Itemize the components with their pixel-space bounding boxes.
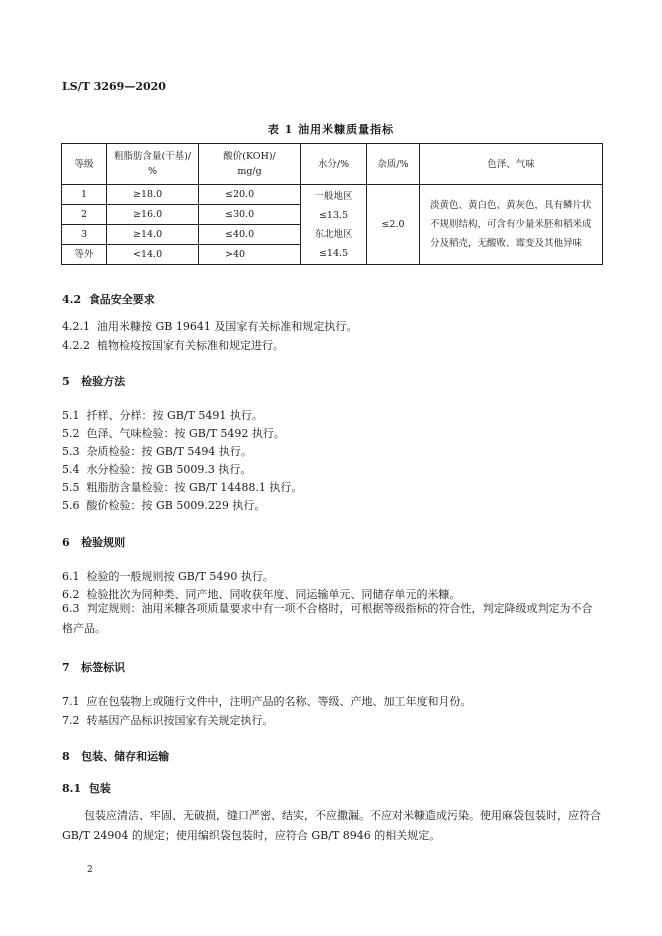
cell-fat: ≥14.0 bbox=[107, 225, 199, 245]
clause-4-2-1: 4.2.1 油用米糠按 GB 19641 及国家有关标准和规定执行。 bbox=[62, 320, 358, 333]
header-fat: 粗脂肪含量(干基)/ % bbox=[107, 144, 199, 185]
cell-acid: ≤20.0 bbox=[199, 185, 301, 205]
clause-4-2-2: 4.2.2 植物检疫按国家有关标准和规定进行。 bbox=[62, 339, 284, 352]
cell-acid: ≤40.0 bbox=[199, 225, 301, 245]
cell-grade: 1 bbox=[62, 185, 107, 205]
section-8-heading: 8 包装、储存和运输 bbox=[62, 750, 170, 763]
cell-grade: 3 bbox=[62, 225, 107, 245]
cell-fat: ≥16.0 bbox=[107, 205, 199, 225]
clause-7-2: 7.2 转基因产品标识按国家有关规定执行。 bbox=[62, 714, 274, 727]
clause-7-1: 7.1 应在包装物上或随行文件中，注明产品的名称、等级、产地、加工年度和月份。 bbox=[62, 695, 472, 708]
standard-code: LS/T 3269—2020 bbox=[62, 80, 166, 93]
clause-5-6: 5.6 酸价检验：按 GB 5009.229 执行。 bbox=[62, 499, 266, 512]
cell-grade: 等外 bbox=[62, 245, 107, 265]
cell-acid: >40 bbox=[199, 245, 301, 265]
clause-6-2: 6.2 检验批次为同种类、同产地、同收获年度、同运输单元、同储存单元的米糠。 bbox=[62, 588, 461, 601]
cell-grade: 2 bbox=[62, 205, 107, 225]
clause-5-2: 5.2 色泽、气味检验：按 GB/T 5492 执行。 bbox=[62, 427, 285, 440]
cell-moisture: 一般地区 ≤13.5 东北地区 ≤14.5 bbox=[301, 185, 367, 265]
cell-color-desc: 淡黄色、黄白色、黄灰色，具有鳞片状不规则结构，可含有少量米胚和稻米成分及稻壳，无酸败、霉变及其他异味 bbox=[420, 185, 603, 265]
table-title: 表 1 油用米糠质量指标 bbox=[267, 123, 395, 136]
section-7-heading: 7 标签标识 bbox=[62, 661, 126, 674]
cell-fat: ≥18.0 bbox=[107, 185, 199, 205]
table-row bbox=[62, 185, 603, 205]
header-acid: 酸价(KOH)/ mg/g bbox=[199, 144, 301, 185]
cell-fat: <14.0 bbox=[107, 245, 199, 265]
section-8-1-heading: 8.1 包装 bbox=[62, 782, 111, 795]
clause-5-1: 5.1 扦样、分样：按 GB/T 5491 执行。 bbox=[62, 409, 263, 422]
clause-5-4: 5.4 水分检验：按 GB 5009.3 执行。 bbox=[62, 463, 252, 476]
header-impurity: 杂质/% bbox=[367, 144, 420, 185]
clause-6-1: 6.1 检验的一般规则按 GB/T 5490 执行。 bbox=[62, 570, 274, 583]
clause-5-3: 5.3 杂质检验：按 GB/T 5494 执行。 bbox=[62, 445, 252, 458]
cell-impurity: ≤2.0 bbox=[367, 185, 420, 265]
section-6-heading: 6 检验规则 bbox=[62, 536, 126, 549]
cell-acid: ≤30.0 bbox=[199, 205, 301, 225]
header-color: 色泽、气味 bbox=[420, 144, 603, 185]
quality-table bbox=[61, 143, 603, 265]
section-4-2-heading: 4.2 食品安全要求 bbox=[62, 293, 155, 306]
header-grade: 等级 bbox=[62, 144, 107, 185]
clause-8-1-text: 包装应清洁、牢固、无破损，缝口严密、结实，不应撒漏。不应对米糠造成污染。使用麻袋包装时，应符合 GB/T 24904 的规定；使用编织袋包装时，应符合 GB/T 8946 的相关规定。 bbox=[62, 809, 601, 842]
page-number: 2 bbox=[87, 865, 93, 875]
table-header-row bbox=[62, 144, 603, 185]
section-5-heading: 5 检验方法 bbox=[62, 375, 126, 388]
header-moisture: 水分/% bbox=[301, 144, 367, 185]
clause-6-3: 6.3 判定规则：油用米糠各项质量要求中有一项不合格时，可根据等级指标的符合性，判定降级或判定为不合格产品。 bbox=[62, 602, 593, 635]
clause-5-5: 5.5 粗脂肪含量检验：按 GB/T 14488.1 执行。 bbox=[62, 481, 303, 494]
